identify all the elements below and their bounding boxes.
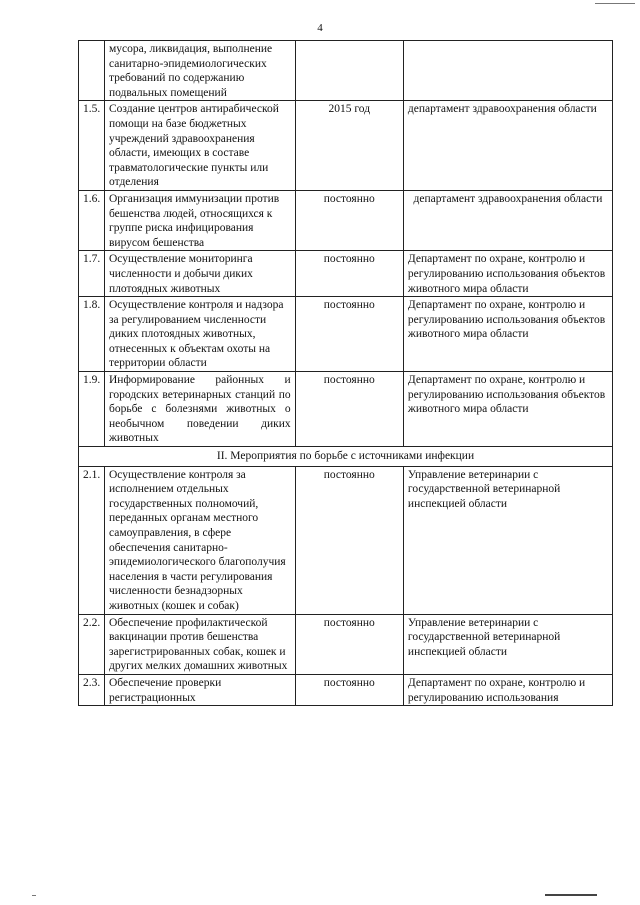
page-number: 4 [317,22,323,34]
activity-cell: Осуществление мониторинга численности и добычи диких плотоядных животных [104,251,295,297]
table-row [79,674,613,705]
row-number: 1.8. [79,297,105,372]
activity-cell: Информирование районных и городских ветеринарных станций по борьбе с болезнями животных о необычном поведении диких животных [104,372,295,447]
table-row [79,372,613,447]
table-row [79,297,613,372]
row-number: 1.9. [79,372,105,447]
responsible-cell [403,41,612,101]
scan-edge-mark [545,894,597,896]
responsible-cell: Департамент по охране, контролю и регулированию использования объектов животного мира области [403,297,612,372]
row-number [79,41,105,101]
term-cell: 2015 год [295,101,403,191]
row-number: 2.2. [79,614,105,674]
activity-cell: Обеспечение профилактической вакцинации против бешенства зарегистрированных собак, кошек и других мелких домашних животных [104,614,295,674]
table-row [79,101,613,191]
section-title: II. Мероприятия по борьбе с источниками инфекции [79,447,613,467]
activity-cell: Обеспечение проверки регистрационных [104,674,295,705]
activity-cell: Создание центров антирабической помощи на базе бюджетных учреждений здравоохранения области, имеющих в составе травматологические пункты или отделения [104,101,295,191]
measures-table [78,40,613,706]
term-cell [295,41,403,101]
term-cell: постоянно [295,466,403,614]
table-row [79,251,613,297]
term-cell: постоянно [295,674,403,705]
table-row [79,41,613,101]
term-cell: постоянно [295,372,403,447]
responsible-cell: Департамент по охране, контролю и регулированию использования объектов животного мира области [403,372,612,447]
row-number: 1.7. [79,251,105,297]
activity-cell: Организация иммунизации против бешенства людей, относящихся к группе риска инфицирования вирусом бешенства [104,190,295,250]
table-row [79,190,613,250]
scan-edge-mark [595,3,635,4]
responsible-cell: департамент здравоохранения области [403,190,612,250]
section-header-row [79,447,613,467]
term-cell: постоянно [295,297,403,372]
row-number: 1.6. [79,190,105,250]
activity-cell: Осуществление контроля и надзора за регулированием численности диких плотоядных животных, отнесенных к объектам охоты на территории области [104,297,295,372]
responsible-cell: Департамент по охране, контролю и регулированию использования [403,674,612,705]
row-number: 1.5. [79,101,105,191]
responsible-cell: Управление ветеринарии с государственной ветеринарной инспекцией области [403,614,612,674]
table-row [79,466,613,614]
responsible-cell: департамент здравоохранения области [403,101,612,191]
responsible-cell: Департамент по охране, контролю и регулированию использования объектов животного мира области [403,251,612,297]
table-row [79,614,613,674]
activity-cell: мусора, ликвидация, выполнение санитарно-эпидемиологических требований по содержанию подвальных помещений [104,41,295,101]
activity-cell: Осуществление контроля за исполнением отдельных государственных полномочий, переданных органам местного самоуправления, в сфере обеспечения санитарно-эпидемиологического благополучия населения в части регулирования численности безнадзорных животных (кошек и собак) [104,466,295,614]
scan-edge-mark [32,895,36,896]
term-cell: постоянно [295,251,403,297]
responsible-cell: Управление ветеринарии с государственной ветеринарной инспекцией области [403,466,612,614]
row-number: 2.1. [79,466,105,614]
row-number: 2.3. [79,674,105,705]
term-cell: постоянно [295,190,403,250]
term-cell: постоянно [295,614,403,674]
